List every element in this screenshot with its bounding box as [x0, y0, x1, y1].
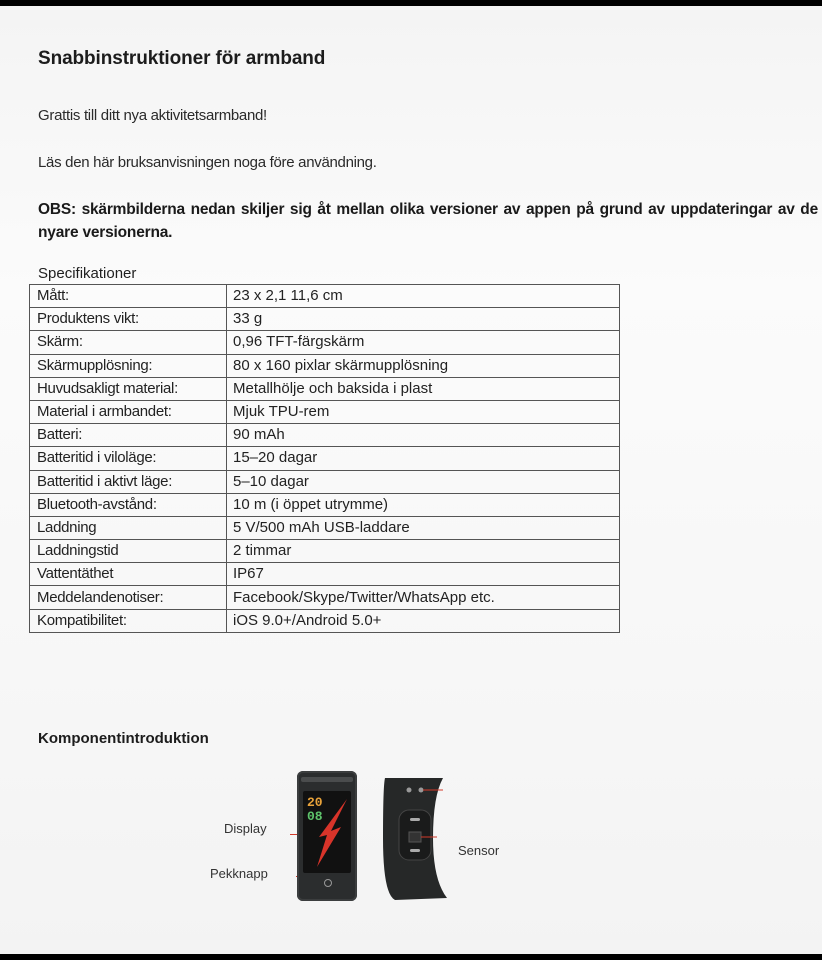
band-top-strip	[301, 777, 353, 782]
table-row	[30, 540, 620, 563]
table-row	[30, 470, 620, 493]
notice-text: OBS: skärmbilderna nedan skiljer sig åt mellan olika versioner av appen på grund av uppdateringar av de nyare versionerna.	[38, 201, 818, 241]
spec-key: Vattentäthet	[30, 563, 227, 586]
spec-key: Skärm:	[30, 331, 227, 354]
table-row	[30, 563, 620, 586]
spec-value: 5 V/500 mAh USB-laddare	[227, 516, 620, 539]
spec-value: 10 m (i öppet utrymme)	[227, 493, 620, 516]
table-row	[30, 609, 620, 632]
spec-value: Mjuk TPU-rem	[227, 400, 620, 423]
spec-value: 15–20 dagar	[227, 447, 620, 470]
spec-key: Mått:	[30, 285, 227, 308]
table-row	[30, 308, 620, 331]
spec-key: Batteritid i aktivt läge:	[30, 470, 227, 493]
spec-key: Meddelandenotiser:	[30, 586, 227, 609]
specifications-heading: Specifikationer	[38, 265, 137, 282]
spec-value: Metallhölje och baksida i plast	[227, 377, 620, 400]
spec-key: Skärmupplösning:	[30, 354, 227, 377]
table-row	[30, 586, 620, 609]
table-row	[30, 424, 620, 447]
table-row	[30, 285, 620, 308]
spec-key: Produktens vikt:	[30, 308, 227, 331]
document-title: Snabbinstruktioner för armband	[38, 48, 326, 69]
spec-key: Huvudsakligt material:	[30, 377, 227, 400]
fitness-band-front-image	[297, 771, 357, 901]
table-row	[30, 516, 620, 539]
touch-button-label: Pekknapp	[210, 866, 268, 881]
spec-value: 80 x 160 pixlar skärmupplösning	[227, 354, 620, 377]
spec-value: 33 g	[227, 308, 620, 331]
touch-button-icon	[324, 879, 332, 887]
spec-key: Laddning	[30, 516, 227, 539]
spec-value: iOS 9.0+/Android 5.0+	[227, 609, 620, 632]
table-row	[30, 447, 620, 470]
specifications-table	[29, 284, 620, 633]
table-row	[30, 354, 620, 377]
spec-value: IP67	[227, 563, 620, 586]
table-row	[30, 377, 620, 400]
display-label: Display	[224, 821, 267, 836]
spec-key: Kompatibilitet:	[30, 609, 227, 632]
spec-value: 90 mAh	[227, 424, 620, 447]
spec-value: 2 timmar	[227, 540, 620, 563]
table-row	[30, 493, 620, 516]
fitness-band-back-image	[381, 776, 449, 901]
spec-key: Laddningstid	[30, 540, 227, 563]
spec-value: 23 x 2,1 11,6 cm	[227, 285, 620, 308]
greeting-text: Grattis till ditt nya aktivitetsarmband!	[38, 107, 267, 124]
spec-key: Material i armbandet:	[30, 400, 227, 423]
spec-key: Bluetooth-avstånd:	[30, 493, 227, 516]
sensor-label: Sensor	[458, 843, 500, 858]
band-display-screen	[303, 791, 351, 873]
spec-value: 0,96 TFT-färgskärm	[227, 331, 620, 354]
spec-value: Facebook/Skype/Twitter/WhatsApp etc.	[227, 586, 620, 609]
clock-minute: 08	[307, 809, 323, 824]
spec-key: Batteritid i viloläge:	[30, 447, 227, 470]
table-row	[30, 331, 620, 354]
spec-key: Batteri:	[30, 424, 227, 447]
components-heading: Komponentintroduktion	[38, 730, 209, 747]
instruction-text: Läs den här bruksanvisningen noga före användning.	[38, 154, 377, 171]
spec-value: 5–10 dagar	[227, 470, 620, 493]
table-row	[30, 400, 620, 423]
document-page	[0, 6, 822, 954]
clock-hour: 20	[307, 795, 323, 810]
